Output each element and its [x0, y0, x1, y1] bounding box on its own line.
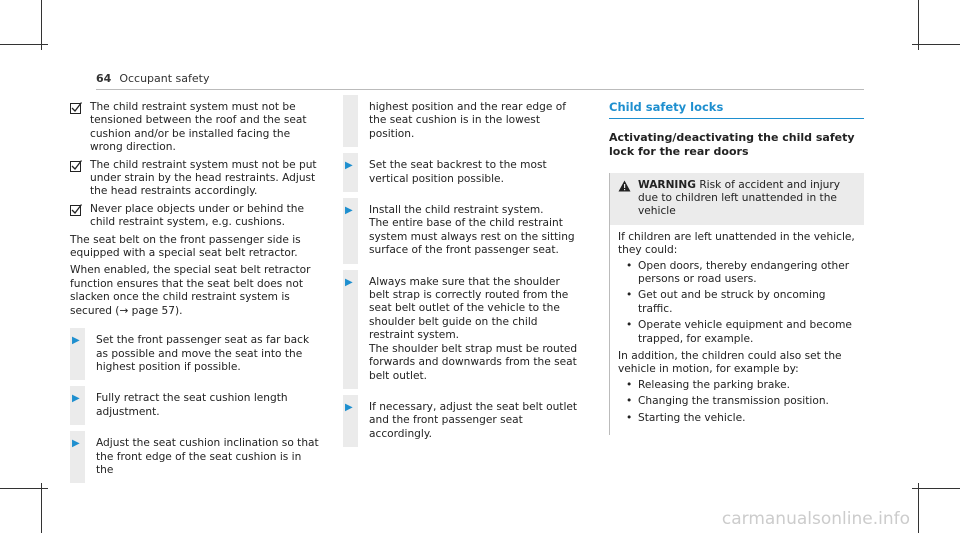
instruction-step: ▶ Fully retract the seat cushion length adjustment. — [70, 392, 320, 419]
instruction-step: ▶ Set the seat backrest to the most vertical position possible. — [343, 159, 583, 186]
crop-mark — [41, 483, 42, 533]
section-name: Occupant safety — [119, 72, 210, 85]
subsection-title: Activating/deactivating the child safety lock for the rear doors — [609, 131, 855, 158]
paragraph: When enabled, the special seat belt retractor function ensures that the seat belt does not slacken once the child restraint system is secured (→ page 57). — [70, 264, 311, 317]
list-item: • Operate vehicle equipment and become trapped, for example. — [638, 319, 860, 346]
list-item: • Open doors, thereby endangering other persons or road users. — [638, 260, 860, 287]
page-header — [96, 72, 209, 85]
instruction-step: ▶ If necessary, adjust the seat belt outlet and the front passenger seat accordingly. — [343, 401, 583, 441]
checkbox-checked-icon — [70, 160, 82, 172]
step-arrow-icon: ▶ — [345, 160, 353, 172]
column-1 — [70, 101, 320, 483]
warning-box — [609, 173, 864, 436]
page-number: 64 — [96, 72, 112, 85]
crop-mark — [918, 483, 919, 533]
list-item: • Changing the transmission position. — [638, 395, 860, 408]
list-item: • Starting the vehicle. — [638, 412, 860, 425]
instruction-step-continued: highest position and the rear edge of the seat cushion is in the lowest position. — [343, 101, 583, 141]
warning-label: WARNING — [638, 178, 696, 191]
checkbox-checked-icon — [70, 204, 82, 216]
step-arrow-icon: ▶ — [72, 438, 80, 450]
warning-text: Risk of accident and injury due to children left unattended in the vehicle — [638, 178, 841, 218]
column-2 — [343, 101, 583, 447]
list-item: • Releasing the parking brake. — [638, 379, 860, 392]
step-arrow-icon: ▶ — [345, 401, 353, 413]
list-item: • Get out and be struck by oncoming traffic. — [638, 289, 860, 316]
instruction-step: ▶ Adjust the seat cushion inclination so that the front edge of the seat cushion is in the — [70, 437, 320, 477]
checkbox-checked-icon — [70, 102, 82, 114]
instruction-step: ▶ Install the child restraint system. The entire base of the child restraint system must always rest on the sitting surface of the front passenger seat. — [343, 204, 583, 258]
warning-body: If children are left unattended in the vehicle, they could: • Open doors, thereby endangering other persons or road users. • Get out and be struck by oncoming traffic. • Operate vehicle equipment and become trapped, for example. In addition, the children could also set the vehicle in motion, for example by: • Releasing the parking brake. • Changing the transmission position. • Starting the vehicle. — [610, 225, 864, 435]
step-arrow-icon: ▶ — [72, 393, 80, 405]
action-list — [618, 379, 860, 425]
instruction-step: ▶ Always make sure that the shoulder belt strap is correctly routed from the seat belt outlet of the vehicle to the shoulder belt guide on the child restraint system. The shoulder belt strap must be routed forwards and downwards from the seat belt outlet. — [343, 276, 583, 383]
step-arrow-icon: ▶ — [345, 205, 353, 217]
step-arrow-icon: ▶ — [72, 335, 80, 347]
step-arrow-icon: ▶ — [345, 276, 353, 288]
section-title: Child safety locks — [609, 101, 864, 119]
watermark: carmanualsonline.info — [721, 509, 910, 529]
checklist-item: The child restraint system must not be put under strain by the head restraints. Adjust the head restraints accordingly. — [70, 159, 320, 199]
warning-triangle-icon — [618, 180, 631, 192]
header-rule — [96, 89, 864, 90]
crop-mark — [41, 0, 42, 50]
column-3 — [609, 101, 864, 435]
crop-mark — [912, 488, 960, 489]
checklist-item: The child restraint system must not be tensioned between the roof and the seat cushion and/or be installed facing the wrong direction. — [70, 101, 320, 155]
risk-list — [618, 260, 860, 346]
checklist-item: Never place objects under or behind the child restraint system, e.g. cushions. — [70, 203, 320, 230]
instruction-step: ▶ Set the front passenger seat as far back as possible and move the seat into the highest position if possible. — [70, 334, 320, 374]
paragraph: The seat belt on the front passenger side is equipped with a special seat belt retractor. — [70, 233, 301, 260]
crop-mark — [912, 44, 960, 45]
crop-mark — [918, 0, 919, 50]
warning-header — [610, 173, 864, 225]
